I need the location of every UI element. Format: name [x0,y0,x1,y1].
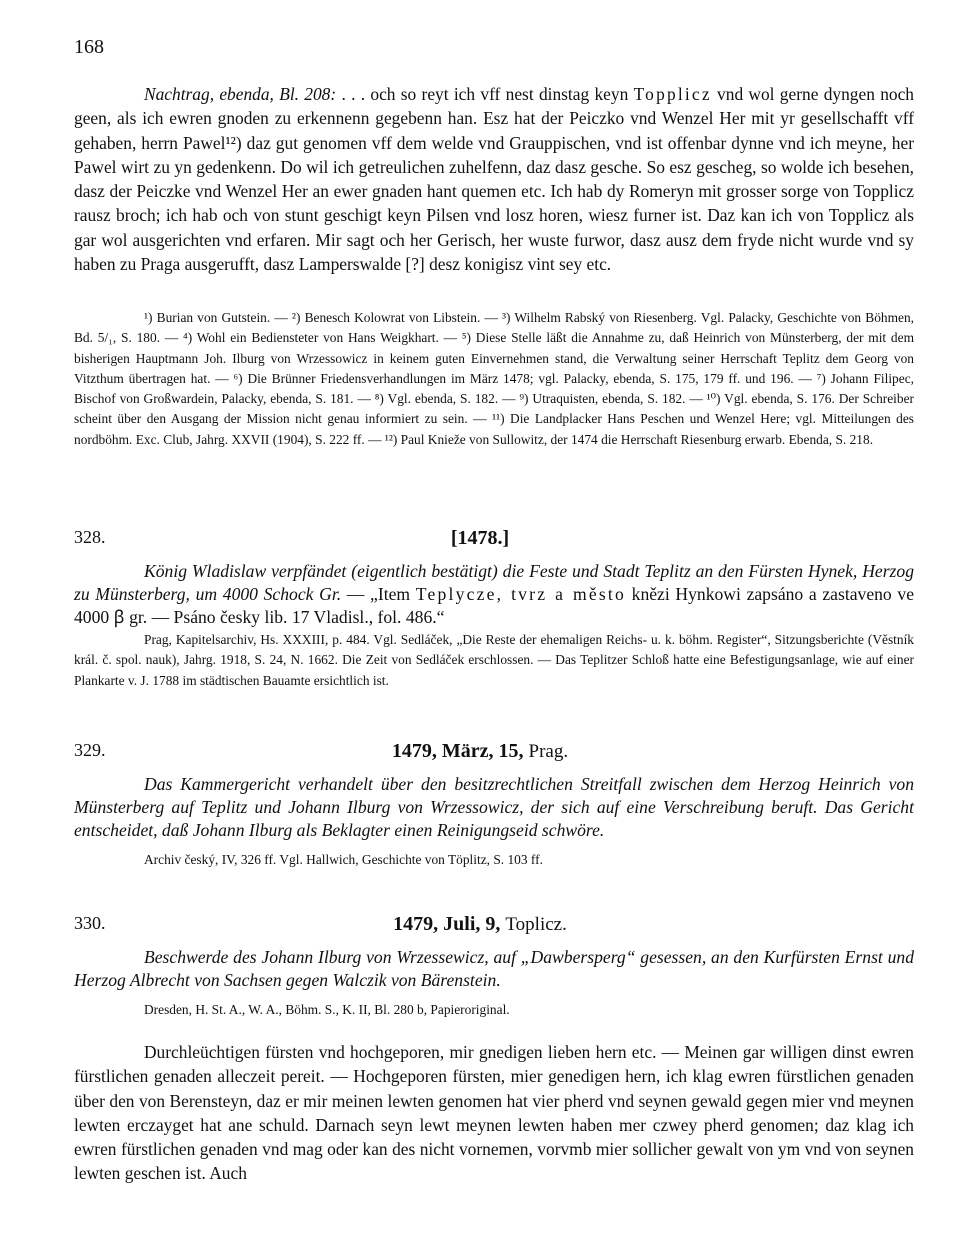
entry-number: 330. [74,913,106,933]
entry-date: 1479, Juli, 9, Toplicz. [393,913,567,935]
letter-text: Durchleüchtigen fürsten vnd hochgeporen, mir gnedigen lieben hern etc. — Meinen gar willigen dinst ewren fürstlichen genaden alleczeit pereit. — Hochgeporen fürsten, mier genedigen hern, ich klag ewren fürstlichen genaden über den von Berensteyn, daz er mir meinen lewten genomen hat vier pherd vnd seynen gewald gegen mier vnd meynen lewten erczayget hat ane schuld. Darnach seyn lewt meynen lewten haben mer czwey pherd genomen; daz klag ich ewren fürstlichen genaden vnd mag oder kan des nicht vornemen, vorvmb mier sollicher gewalt von ym vnd von seynen lewten geschen ist. Auch [74,1042,914,1184]
entry-date: 1479, März, 15, Prag. [391,740,569,762]
entry-source: Archiv český, IV, 326 ff. Vgl. Hallwich, Geschichte von Töplitz, S. 103 ff. [144,852,543,867]
entry-summary: Beschwerde des Johann Ilburg von Wrzessewicz, auf „Dawbersperg“ gesessen, an den Kurfürsten Ernst und Herzog Albrecht von Sachsen gegen Walczik von Bärenstein. [74,947,914,990]
continuation-lead: Nachtrag, ebenda, Bl. 208: [144,84,337,104]
entry-source: Prag, Kapitelsarchiv, Hs. XXXIII, p. 484. Vgl. Sedláček, „Die Reste der ehemaligen Reichs- u. k. böhm. Register“, Sitzungsberichte (Věstník král. č. spol. nauk), Jahrg. 1918, S. 24, N. 1662. Die Zeit von Sedláček erschlossen. — Das Teplitzer Schloß hatte eine Befestigungsanlage, wie auf einer Plankarte v. J. 1788 im städtischen Bauamte ersichtlich ist. [74,632,914,688]
entry-date: [1478.] [450,527,510,549]
continuation-text [74,82,914,276]
place-spaced: Topplicz [633,84,712,104]
entry-number: 329. [74,740,106,760]
continuation-paragraph: Nachtrag, ebenda, Bl. 208: . . . och so reyt ich vff nest dinstag keyn Topplicz vnd wol gerne dyngen noch geen, als ich ewren gnoden zu erkennenn gegebenn han. Esz hat der Peiczko vnd Wenzel Her mit yr gesellschafft vff gehaben, herrn Pawel¹²) daz gut genomen vff dem welde vnd Grauppischen, vnd ist offenbar dynne vnd ich meyne, her Pawel wirt zu yn gedenkenn. Do wil ich getreulichen zuhelfenn, daz dasz gesche. So esz gescheg, so wolde ich besehen, dasz der Peiczke vnd Wenzel Her an ewer gnaden hant quemen etc. Ich hab dy Romeryn mit grosser sorge von Topplicz rausz broch; ich hab och von stunt geschigt keyn Pilsen vnd losz horen, wiesz furner ist. Daz kan ich von Topplicz als gar wol ausgerichten vnd erfaren. Mir sagt och her Gerisch, her wuste furwor, dasz ausz dem fryde nicht wurde vnd sy haben zu Praga ausgerufft, dasz Lamperswalde [?] desz konigisz vint sey etc. [74,84,915,275]
footnotes-text: ¹) Burian von Gutstein. — ²) Benesch Kolowrat von Libstein. — ³) Wilhelm Rabský von Riesenberg. Vgl. Palacky, Geschichte von Böhmen, Bd. 5/₁, S. 180. — ⁴) Wohl ein Bediensteter von Hans Weigkhart. — ⁵) Diese Stelle läßt die Annahme zu, daß Heinrich von Münsterberg, der mit dem bisherigen Hauptmann Joh. Ilburg von Wrzessowicz in keinem guten Einvernehmen stand, die Verwaltung seiner Herrschaft Teplitz dem Georg von Vitzthum übertragen hat. — ⁶) Die Brünner Friedensverhandlungen im März 1478; vgl. Palacky, ebenda, S. 175, 179 ff. und 196. — ⁷) Johann Filipec, Bischof von Großwardein, Palacky, ebenda, S. 181. — ⁸) Vgl. ebenda, S. 182. — ⁹) Utraquisten, ebenda, S. 182. — ¹⁰) Vgl. ebenda, S. 176. Der Schreiber scheint über den Ausgang der Mission nicht genau informiert zu sein. — ¹¹) Die Landplacker Hans Peschen und Wenzel Here; vgl. Mitteilungen des nordböhm. Exc. Club, Jahrg. XXVII (1904), S. 222 ff. — ¹²) Paul Knieže von Sullowitz, der 1474 die Herrschaft Riesenburg erwarb. Ebenda, S. 218. [74,310,914,447]
entry-summary: König Wladislaw verpfändet (eigentlich bestätigt) die Feste und Stadt Teplitz an den Fürsten Hynek, Herzog zu Münsterberg, um 4000 Schock Gr. — „Item Teplycze, tvrz a město knězi Hynkowi zapsáno a zastaveno ve 4000 ꞵ gr. — Psáno česky lib. 17 Vladisl., fol. 486.“ [74,561,915,627]
entry-number: 328. [74,527,106,547]
footnotes [74,308,914,450]
entry-summary: Das Kammergericht verhandelt über den besitzrechtlichen Streitfall zwischen dem Herzog Heinrich von Münsterberg auf Teplitz und Johann Ilburg von Wrzessowicz, der sich auf eine Verschreibung beruft. Das Gericht entscheidet, daß Johann Ilburg als Beklagter einen Reinigungseid schwöre. [74,774,914,840]
page-number: 168 [74,36,104,58]
entry-source: Dresden, H. St. A., W. A., Böhm. S., K. II, Bl. 280 b, Papieroriginal. [144,1002,510,1017]
